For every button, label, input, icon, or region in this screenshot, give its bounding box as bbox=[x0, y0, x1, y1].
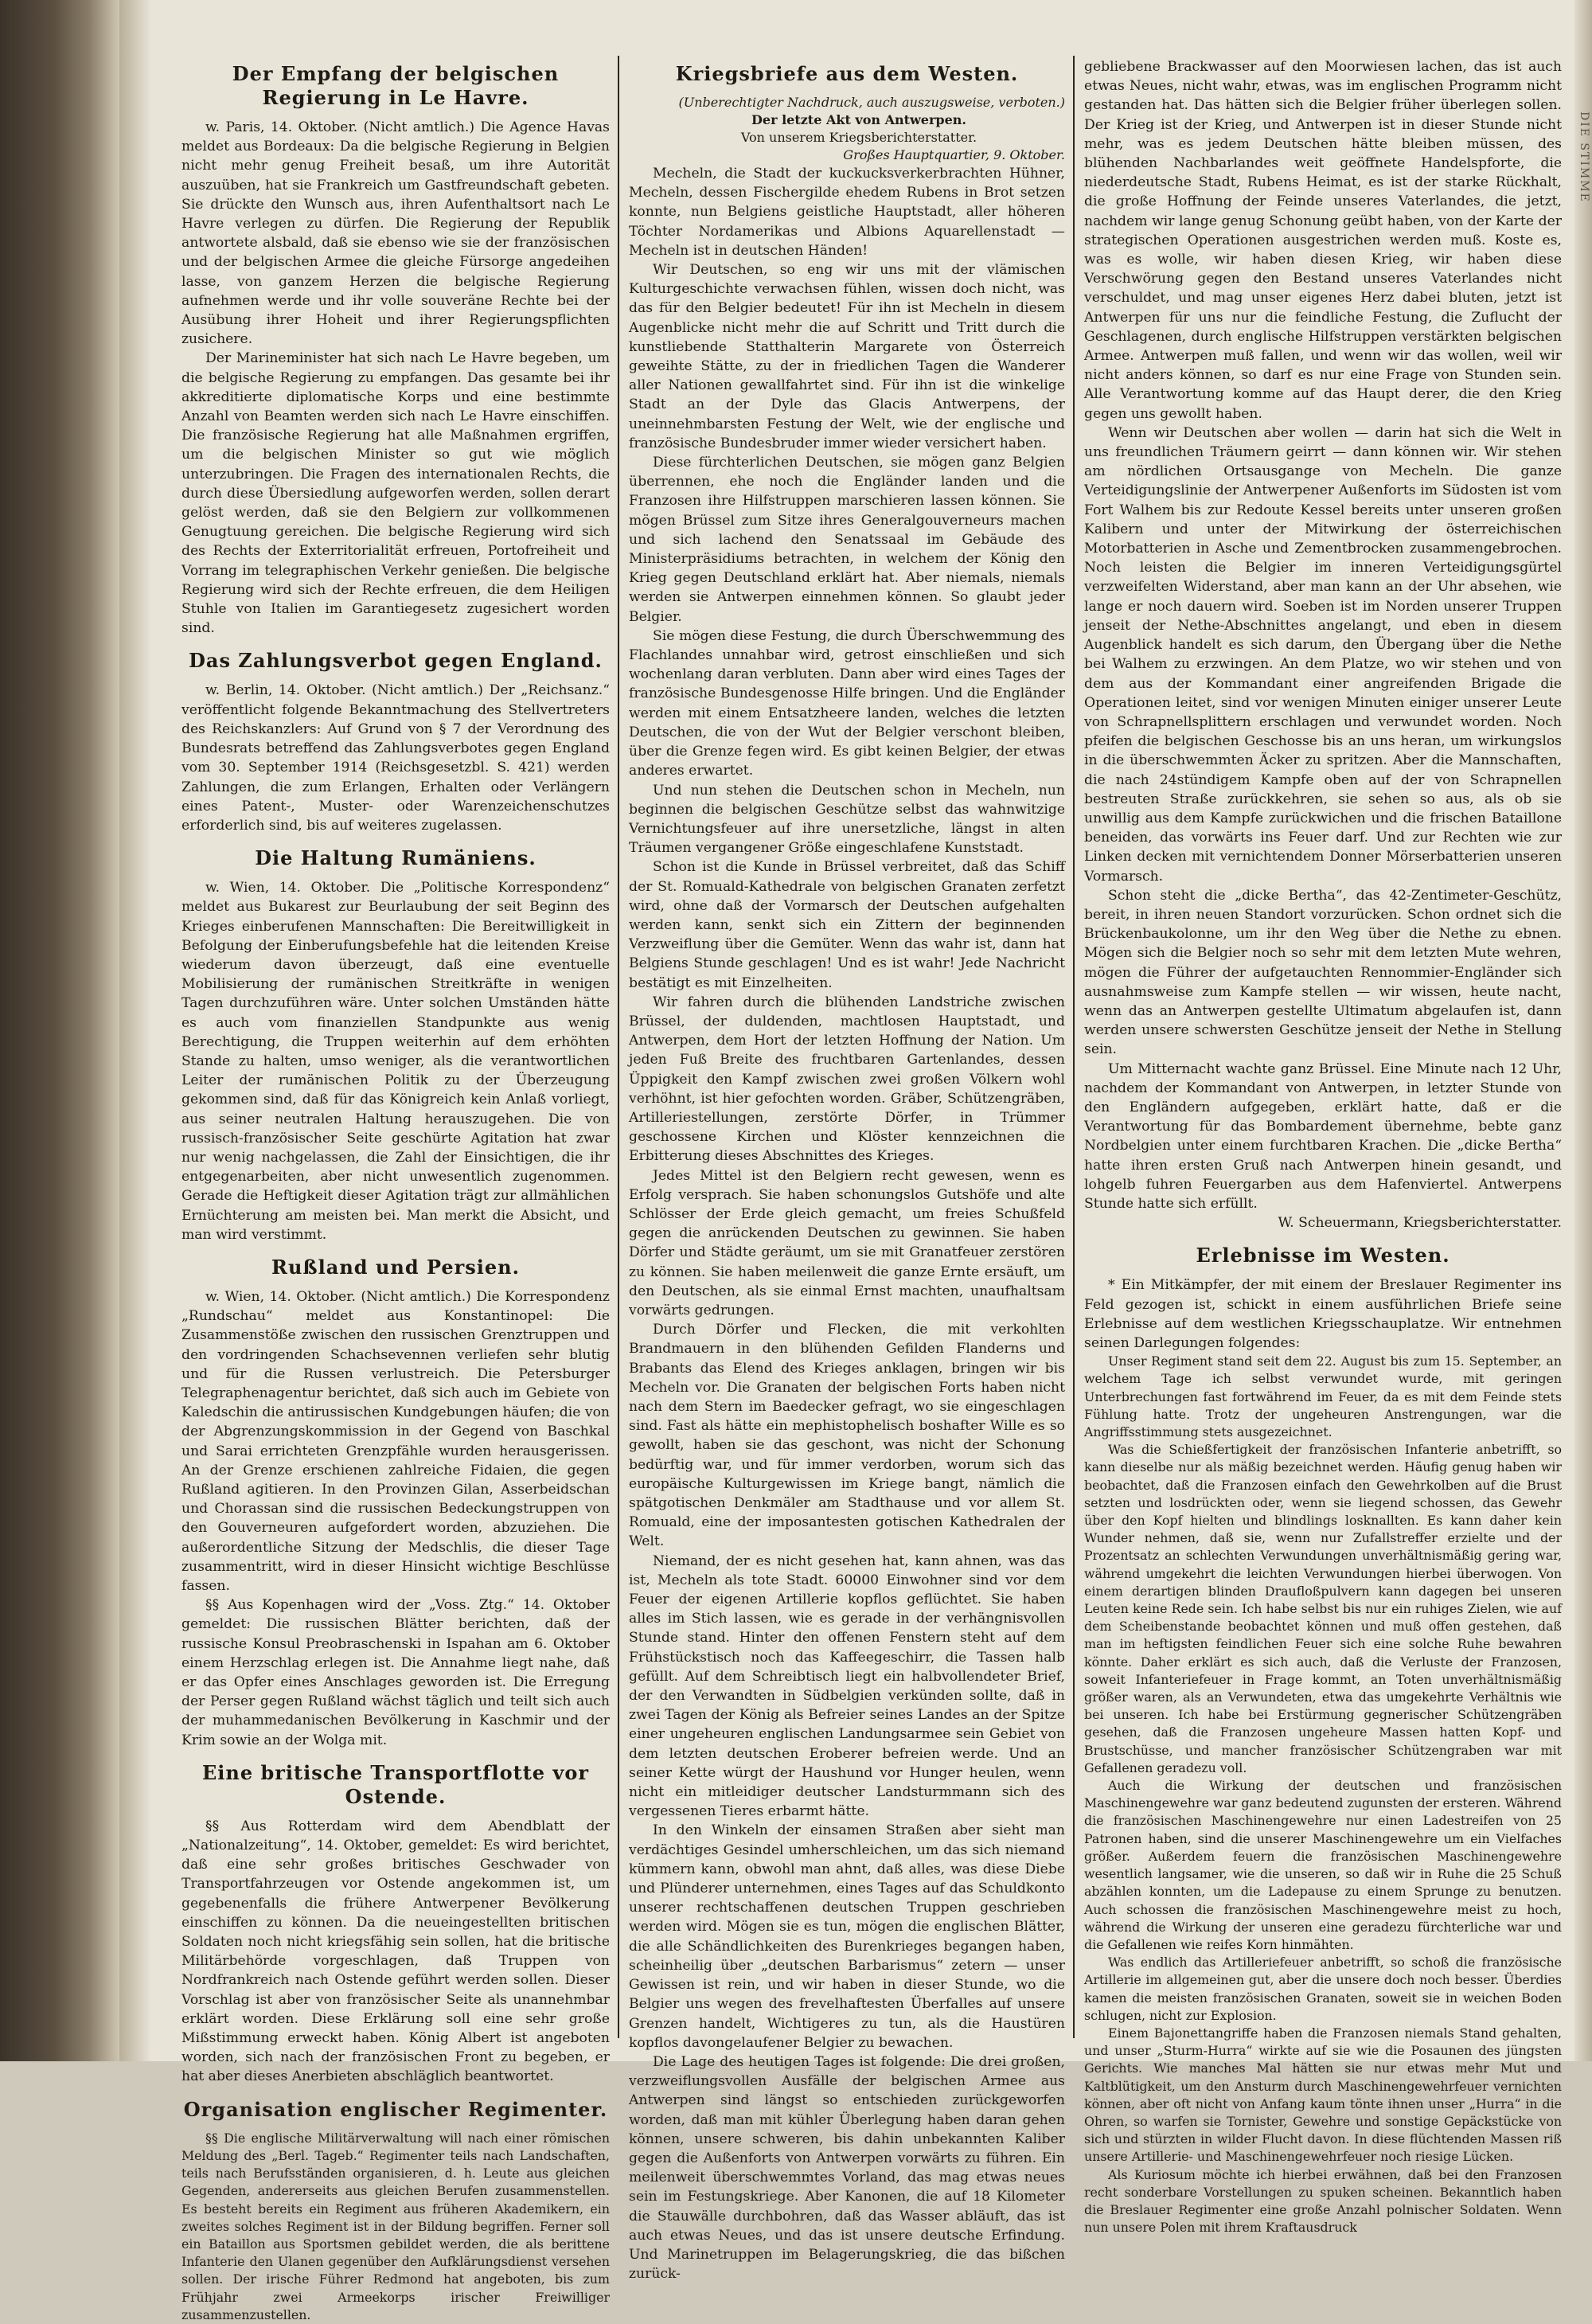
signature: W. Scheuermann, Kriegsberichterstatter. bbox=[1278, 1215, 1562, 1232]
article-paragraph: Wir fahren durch die blühenden Landstriche zwischen Brüssel, der duldenden, machtlosen Hauptstadt, und Antwerpen, dem Hort der letzten Hoffnung der Nation. Um jeden Fuß Breite des fruchtbaren Gartenlandes, dessen Üppigkeit den Kampf zwischen zwei großen Völkern wohl verhöhnt, ist hier gefochten worden. Gräber, Schützengräben, Artilleriestellungen, zerstörte Dörfer, in Trümmer geschossene Kirchen und Klöster kennzeichnen die Erbitterung dieses Abschnittes des Krieges. bbox=[629, 994, 1065, 1165]
article-paragraph: Als Kuriosum möchte ich hierbei erwähnen, daß bei den Franzosen recht sonderbare Vorstellungen zu spuken scheinen. Bekanntlich haben die Breslauer Regimenter eine große Anzahl polnischer Soldaten. Wenn nun unsere Polen mit ihrem Kraftausdruck bbox=[1084, 2166, 1562, 2236]
article-title: Der Empfang der belgischen Regierung in Le Havre. bbox=[232, 62, 560, 109]
article-paragraph: Sie mögen diese Festung, die durch Überschwemmung des Flachlandes unnahbar wird, getrost einschließen und sich wochenlang daran verbluten. Dann aber wird eines Tages der französische Bundesgenosse Hilfe bringen. Und die Engländer werden mit einem Entsatzheere landen, welches die letzten Deutschen, die von der Wut der Belgier verschont bleiben, über die Grenze fegen wird. Es gibt keinen Belgier, der etwas anderes erwartet. bbox=[629, 627, 1065, 779]
article-paragraph: w. Paris, 14. Oktober. (Nicht amtlich.) Die Agence Havas meldet aus Bordeaux: Da die belgische Regierung in Belgien nicht mehr genug Freiheit besaß, um ihre Autorität auszuüben, hat sie Frankreich um Gastfreundschaft gebeten. Sie drückte den Wunsch aus, ihren Aufenthaltsort nach Le Havre verlegen zu dürfen. Die Regierung der Republik antwortete alsbald, daß sie ebenso wie sie der französischen und der belgischen Armee die gleiche Fürsorge angedeihen lasse, von ganzem Herzen die belgische Regierung aufnehmen werde und ihr volle souveräne Rechte bei der Ausübung ihrer Hoheit und ihrer Regierungspflichten zusichere. bbox=[181, 119, 610, 348]
article-paragraph: Und nun stehen die Deutschen schon in Mecheln, nun beginnen die belgischen Geschütze selbst das wahnwitzige Vernichtungsfeuer auf ihre unersetzliche, längst in alten Träumen vergangener Größe eingeschlafene Kunststadt. bbox=[629, 782, 1065, 857]
article-paragraph: Diese fürchterlichen Deutschen, sie mögen ganz Belgien überrennen, ehe noch die Engländer landen und die Franzosen ihre Hilfstruppen marschieren lassen können. Sie mögen Brüssel zum Sitze ihres Generalgouverneurs machen und sich lachend den Senatssaal im Gebäude des Ministerpräsidiums betrachten, in welchem der König den Krieg gegen Deutschland erklärt hat. Aber niemals, niemals werden sie Antwerpen einnehmen können. So glaubt jeder Belgier. bbox=[629, 455, 1065, 625]
article-russia-persia bbox=[181, 1256, 610, 1750]
article-ostende-fleet bbox=[181, 1761, 610, 2087]
article-paragraph: w. Berlin, 14. Oktober. (Nicht amtlich.) Der „Reichsanz.“ veröffentlicht folgende Bekanntmachung des Stellvertreters des Reichskanzlers: Auf Grund von § 7 der Verordnung des Bundesrats betreffend das Zahlungsverbotes gegen England vom 30. September 1914 (Reichsgesetzbl. S. 421) werden Zahlungen, die zum Erlangen, Erhalten oder Verlängern eines Patent-, Muster- oder Warenzeichenschutzes erforderlich sind, bis auf weiteres zugelassen. bbox=[181, 682, 610, 834]
article-paragraph: Einem Bajonettangriffe haben die Franzosen niemals Stand gehalten, und unser „Sturm-Hurra“ wirkte auf sie wie die Posaunen des jüngsten Gerichts. Wie manches Mal hätten sie nur etwas mehr Mut und Kaltblütigkeit, um den Ansturm durch Maschinengewehrfeuer vernichten können, aber oft nicht von Anfang kaum tönte ihnen unser „Hurra“ in die Ohren, so warfen sie Tornister, Gewehre und sonstige Gepäckstücke von sich und stürzten in wilder Flucht davon. In diese flüchtenden Massen riß unsere Artillerie- und Maschinengewehrfeuer noch riesige Lücken. bbox=[1084, 2025, 1562, 2165]
article-paragraph: Jedes Mittel ist den Belgiern recht gewesen, wenn es Erfolg versprach. Sie haben schonungslos Gutshöfe und alte Schlösser der Erde gleich gemacht, um freies Schußfeld gegen die anrückenden Deutschen zu gewinnen. Sie haben Dörfer und Städte geräumt, um sie mit Granatfeuer zerstören zu können. Sie haben meilenweit die ganze Ernte ersäuft, um den Deutschen, als sie einmal Ernst machten, unaufhaltsam vorwärts gedrungen. bbox=[629, 1167, 1065, 1318]
byline: Von unserem Kriegsberichterstatter. bbox=[740, 130, 977, 145]
book-binding bbox=[0, 0, 119, 2061]
article-paragraph: In den Winkeln der einsamen Straßen aber sieht man verdächtiges Gesindel umherschleichen, um das sich niemand kümmern kann, obwohl man ahnt, daß alles, was diese Diebe und Plünderer unternehmen, eines Tages auf das Schuldkonto unserer rechtschaffenen deutschen Truppen geschrieben werden wird. Mögen sie es tun, mögen die englischen Blätter, die alle Schändlichkeiten des Burenkrieges begangen haben, scheinheilig über „deutschen Barbarismus“ zetern — unser Gewissen ist rein, und wir haben in dieser Stunde, wo die Belgier uns wegen des frevelhaftesten Überfalles auf unsere Grenzen handelt, Wichtigeres zu tun, als die Haustüren kopflos davongelaufener Belgier zu bewachen. bbox=[629, 1822, 1065, 2051]
article-paragraph: Durch Dörfer und Flecken, die mit verkohlten Brandmauern in den blühenden Gefilden Flanderns und Brabants das Elend des Krieges anklagen, bringen wir bis Mecheln vor. Die Granaten der belgischen Forts haben nicht nach dem Stern im Baedecker gefragt, wo sie eingeschlagen sind. Fast als hätte ein mephistophelisch boshafter Wille es so gewollt, haben sie das geschont, was nicht der Schonung bedürftig war, und für immer verdorben, worum sich das europäische Kulturgewissen im Kriege bangt, nämlich die spätgotischen Denkmäler am Stadthause und vor allem St. Romuald, eine der imposantesten gotischen Kathedralen der Welt. bbox=[629, 1322, 1065, 1550]
article-paragraph: Der Marineminister hat sich nach Le Havre begeben, um die belgische Regierung zu empfangen. Das gesamte bei ihr akkreditierte diplomatische Korps und eine bestimmte Anzahl von Beamten werden sich nach Le Havre einschiffen. Die französische Regierung hat alle Maßnahmen ergriffen, um die belgischen Minister so gut wie möglich unterzubringen. Die Fragen des internationalen Rechts, die durch diese Übersiedlung aufgeworfen werden, sollen derart gelöst werden, daß sie den Belgiern zur vollkommenen Genugtuung gereichen. Die belgische Regierung wird sich des Rechts der Exterritorialität erfreuen, Portofreiheit und Vorrang im telegraphischen Verkehr genießen. Die belgische Regierung wird sich der Rechte erfreuen, die dem Heiligen Stuhle von Italien im Garantiegesetz zugesichert worden sind. bbox=[181, 350, 610, 637]
article-paragraph: Was die Schießfertigkeit der französischen Infanterie anbetrifft, so kann dieselbe nur als mäßig bezeichnet werden. Häufig genug haben wir beobachtet, daß die Franzosen einfach den Gewehrkolben auf die Brust setzten und losdrückten oder, wenn sie liegend schossen, das Gewehr über den Kopf hielten und blindlings losknallten. Es kann daher kein Wunder nehmen, daß sie, wenn nur Zufallstreffer erzielte und der Prozentsatz an schlechten Verwundungen unverhältnismäßig gering war, während umgekehrt die leichten Verwundungen hierbei überwogen. Von einem derartigen blinden Draufloßpulvern kann dagegen bei unseren Leuten keine Rede sein. Ich habe selbst bis nur ein ruhiges Zielen, wie auf dem Scheibenstande beobachtet können und muß offen gestehen, daß man im heftigsten feindlichen Feuer sich eine solche Ruhe bewahren könnte. Daher erklärt es sich auch, daß die Verluste der Franzosen, soweit Infanteriefeuer in Frage kommt, an Toten unverhältnismäßig größer waren, als an Verwundeten, etwa das umgekehrte Verhältnis wie bei unseren. Ich habe bei Erstürmung gegnerischer Schützengräben gesehen, daß die Franzosen ungeheure Massen hatten Kopf- und Brustschüsse, und mancher französischer Schützengraben war mit Gefallenen geradezu voll. bbox=[1084, 1442, 1562, 1775]
article-experiences-west bbox=[1084, 1244, 1562, 2236]
article-paragraph: §§ Die englische Militärverwaltung will nach einer römischen Meldung des „Berl. Tageb.“ Regimenter teils nach Landschaften, teils nach Berufsständen organisieren, d. h. Leute aus gleichen Gegenden, andererseits aus gleichen Berufen zusammenstellen. Es besteht bereits ein Regiment aus früheren Akademikern, ein zweites solches Regiment ist in der Bildung begriffen. Ferner soll ein Bataillon aus Sportsmen gebildet werden, die als berittene Infanterie den Ulanen gegenüber den Aufklärungsdienst versehen sollen. Der irische Führer Redmond hat angeboten, bis zum Frühjahr zwei Armeekorps irischer Freiwilliger zusammenzustellen. bbox=[181, 2130, 610, 2322]
article-paragraph: Um Mitternacht wachte ganz Brüssel. Eine Minute nach 12 Uhr, nachdem der Kommandant von Antwerpen, in letzter Stunde von den Engländern aufgegeben, erklärt hatte, daß er die Verantwortung für das Bombardement übernehme, bebte ganz Nordbelgien unter einem furchtbaren Krachen. Die „dicke Bertha“ hatte ihren ersten Gruß nach Antwerpen hinein gesandt, und lohgelb fuhren Feuergarben aus dem Hafenviertel. Antwerpens Stunde hatte sich erfüllt. bbox=[1084, 1060, 1562, 1212]
column-1 bbox=[181, 57, 610, 2322]
article-paragraph: Die Lage des heutigen Tages ist folgende: Die drei großen, verzweiflungsvollen Ausfälle der belgischen Armee aus Antwerpen sind längst so entschieden zurückgeworfen worden, daß man mit kühler Überlegung haben daran gehen können, unsere schweren, bis dahin unbekannten Kaliber gegen die Außenforts von Antwerpen vorwärts zu führen. Ein meilenweit überschwemmtes Vorland, das mag etwas neues sein im Festungskriege. Aber Kanonen, die auf 18 Kilometer die Stauwälle durchbohren, daß das Wasser abläuft, das ist auch etwas Neues, und das ist unsere deutsche Erfindung. Und Marinetruppen im Belagerungskrieg, die das bißchen zurück- bbox=[629, 2053, 1065, 2283]
column-rule-2 bbox=[1073, 56, 1075, 2038]
reprint-note: (Unberechtigter Nachdruck, auch auszugsweise, verboten.) bbox=[678, 95, 1065, 110]
article-title: Erlebnisse im Westen. bbox=[1196, 1244, 1450, 1267]
article-payment-ban bbox=[181, 649, 610, 835]
article-paragraph: * Ein Mitkämpfer, der mit einem der Breslauer Regimenter ins Feld gezogen ist, schickt in einem ausführlichen Briefe seine Erlebnisse auf dem westlichen Kriegsschauplatze. Wir entnehmen seinen Darlegungen folgendes: bbox=[1084, 1277, 1562, 1351]
article-romania bbox=[181, 846, 610, 1244]
article-paragraph: w. Wien, 14. Oktober. (Nicht amtlich.) Die Korrespondenz „Rundschau“ meldet aus Konstantinopel: Die Zusammenstöße zwischen den russischen Grenztruppen und den vordringenden Schachsevennen verliefen sehr blutig und für die Russen verlustreich. Die Petersburger Telegraphenagentur berichtet, daß sich auch im Gebiete von Kaledschin die antirussischen Kundgebungen häufen; die von der Abgrenzungskommission in der Gegend von Baschkal und Sarai errichteten Grenzpfähle wurden herausgerissen. An der Grenze erschienen zahlreiche Fidaien, die gegen Rußland agitieren. In den Provinzen Gilan, Asserbeidschan und Chorassan sind die russischen Bedeckungstruppen von den Gouverneuren aufgefordert worden, abzuziehen. Die außerordentliche Sitzung der Medschlis, die dieser Tage zusammentritt, wird in dieser Hinsicht wichtige Beschlüsse fassen. bbox=[181, 1288, 610, 1595]
article-paragraph: Unser Regiment stand seit dem 22. August bis zum 15. September, an welchem Tage ich selbst verwundet wurde, mit geringen Unterbrechungen fast fortwährend im Feuer, da es mit dem Feinde stets Fühlung hatte. Trotz der ungeheuren Anstrengungen, war die Angriffsstimmung stets ausgezeichnet. bbox=[1084, 1353, 1562, 1440]
article-paragraph: Schon steht die „dicke Bertha“, das 42-Zentimeter-Geschütz, bereit, in ihren neuen Standort vorzurücken. Schon ordnet sich die Brückenbaukolonne, um ihr den Weg über die Nethe zu ebnen. Mögen sich die Belgier noch so sehr mit dem letzten Mute wehren, mögen die Führer der aufgetauchten Rennommier-Engländer sich ausnahmsweise zum Kampfe stellen — wir wissen, heute nacht, wenn das an Antwerpen gestellte Ultimatum abgelaufen ist, dann werden unsere schwersten Geschütze jenseit der Nethe in Stellung sein. bbox=[1084, 887, 1562, 1058]
article-belgian-government bbox=[181, 62, 610, 638]
article-paragraph: Wir Deutschen, so eng wir uns mit der vlämischen Kulturgeschichte verwachsen fühlen, wissen doch nicht, was das für den Belgier bedeutet! Für ihn ist Mecheln in diesem Augenblicke nicht mehr die auf Schritt und Tritt durch die kunstliebende Statthalterin Margarete von Österreich geweihte Stätte, zu der in friedlichen Tagen die Wanderer aller Nationen gewallfahrtet sind. Für ihn ist die winkelige Stadt an der Dyle das Glacis Antwerpens, der uneinnehmbarsten Festung der Welt, wie der englische und französische Bundesbruder immer wieder versichert haben. bbox=[629, 262, 1065, 451]
article-paragraph: Schon ist die Kunde in Brüssel verbreitet, daß das Schiff der St. Romuald-Kathedrale von belgischen Granaten zerfetzt wird, ohne daß der Vormarsch der Deutschen aufgehalten werden kann, senkt sich ein Zittern der beginnenden Verzweiflung über die Gemüter. Wenn das wahr ist, dann hat Belgiens Stunde geschlagen! Und es ist wahr! Jede Nachricht bestätigt es mit Einzelheiten. bbox=[629, 859, 1065, 991]
article-english-regiments bbox=[181, 2098, 610, 2324]
column-3 bbox=[1084, 57, 1563, 2236]
article-paragraph: §§ Aus Rotterdam wird dem Abendblatt der „Nationalzeitung“, 14. Oktober, gemeldet: Es wird berichtet, daß eine sehr großes britisches Geschwader von Transportfahrzeugen vor Ostende angekommen ist, um gegebenenfalls die frühere Antwerpener Bevölkerung einschiffen zu können. Da die neueingestellten britischen Soldaten noch nicht kriegsfähig sein sollen, hat die britische Militärbehörde vorgeschlagen, daß Truppen von Nordfrankreich nach Ostende geführt werden sollen. Dieser Vorschlag ist aber von französischer Seite als unannehmbar erklärt worden. Diese Erklärung soll eine sehr große Mißstimmung erweckt haben. König Albert ist angeboten worden, sich nach der französischen Front zu begeben, er hat aber dieses Anerbieten abschläglich beantwortet. bbox=[181, 1818, 610, 2085]
article-paragraph: gebliebene Brackwasser auf den Moorwiesen lachen, das ist auch etwas Neues, nicht wahr, etwas, was im englischen Programm nicht gestanden hat. Das hätten sich die Belgier früher überlegen sollen. Der Krieg ist der Krieg, und Antwerpen ist in dieser Stunde nicht mehr, was es jedem Deutschen hätte bleiben müssen, des blühenden Nachbarlandes weit geöffnete Handelspforte, die niederdeutsche Stadt, Rubens Heimat, es ist der starke Rückhalt, die große Hoffnung der Feinde unseres Vaterlandes, die jetzt, nachdem wir lange genug Schonung geübt haben, von der Karte der strategischen Operationen ausgestrichen werden muß. Koste es, was es wolle, wir haben diesen Krieg, wir haben diese Verschwörung gegen den Bestand unseres Vaterlandes nicht verschuldet, und mag unser eigenes Herz dabei bluten, jetzt ist Antwerpen für uns nur die feindliche Festung, die Zuflucht der Geschlagenen, durch englische Hilfstruppen verstärkten belgischen Armee. Antwerpen muß fallen, und wenn wir das wollen, weil wir nicht anders können, so darf es nur eine Frage von Stunden sein. Alle Verantwortung komme auf das Haupt derer, die den Krieg gegen uns gewollt haben. bbox=[1084, 59, 1562, 422]
article-paragraph: Auch die Wirkung der deutschen und französischen Maschinengewehre war ganz bedeutend zugunsten der ersteren. Während die französischen Maschinengewehre nur einen Ladestreifen von 25 Patronen haben, sind die unserer Maschinengewehre um ein Vielfaches größer. Außerdem feuern die französischen Maschinengewehre wesentlich langsamer, wie die unseren, so daß wir in Ruhe die 25 Schuß abzählen konnten, um die Ladepause zu einem Sprunge zu benutzen. Auch schossen die französischen Maschinengewehre meist zu hoch, während die Wirkung der unseren eine geradezu fürchterliche war und die Gefallenen wie reifes Korn hinmähten. bbox=[1084, 1778, 1563, 1952]
dateline: Großes Hauptquartier, 9. Oktober. bbox=[843, 147, 1065, 162]
article-title: Das Zahlungsverbot gegen England. bbox=[189, 649, 603, 673]
article-subtitle: Der letzte Akt von Antwerpen. bbox=[751, 112, 966, 127]
article-paragraph: w. Wien, 14. Oktober. Die „Politische Korrespondenz“ meldet aus Bukarest zur Beurlaubung der seit Beginn des Krieges einberufenen Mannschaften: Die Bereitwilligkeit in Befolgung der Einberufungsbefehle hat die leitenden Kreise wiederum davon überzeugt, daß eine eventuelle Mobilisierung der rumänischen Streitkräfte in wenigen Tagen durchzuführen wäre. Unter solchen Umständen hätte es auch vom finanziellen Standpunkte aus wenig Berechtigung, die Truppen weiterhin auf dem erhöhten Stande zu halten, umso weniger, als die verantwortlichen Leiter der rumänischen Politik zu der Überzeugung gekommen sind, daß für das Königreich kein Anlaß vorliegt, aus seiner neutralen Haltung herauszugehen. Die von russisch-französischer Seite geschürte Agitation hat zwar nur wenig nachgelassen, die Zahl der Einsichtigen, die ihr entgegenarbeiten, aber nicht unwesentlich zugenommen. Gerade die Heftigkeit dieser Agitation trägt zur allmählichen Ernüchterung am meisten bei. Man merkt die Absicht, und man wird verstimmt. bbox=[181, 880, 610, 1243]
right-edge-strip bbox=[1574, 0, 1592, 2061]
article-title: Die Haltung Rumäniens. bbox=[255, 846, 537, 870]
column-rule-1 bbox=[618, 56, 619, 2038]
article-paragraph: Niemand, der es nicht gesehen hat, kann ahnen, was das ist, Mecheln als tote Stadt. 60000 Einwohner sind vor dem Feuer der eigenen Artillerie kopflos geflüchtet. Sie haben alles im Stich lassen, wie es gerade in der verhängnisvollen Stunde stand. Hinter den offenen Fenstern steht auf dem Frühstückstisch noch das Kaffeegeschirr, die Tassen halb gefüllt. Auf dem Schreibtisch liegt ein halbvollendeter Brief, der den Verwandten in Südbelgien verkünden sollte, daß in zwei Tagen der König als Befreier seines Landes an der Spitze einer ungeheuren englischen Landungsarmee sein Gebiet von dem letzten deutschen Eroberer befreien werde. Und an seiner Kette würgt der Haushund vor Hunger heulen, wenn nicht ein mitleidiger deutscher Landsturmmann sich des vergessenen Tieres erbarmt hätte. bbox=[629, 1553, 1065, 1820]
article-title: Kriegsbriefe aus dem Westen. bbox=[675, 62, 1019, 85]
binding-shadow bbox=[119, 0, 151, 2061]
edge-text: DIE STIMME bbox=[1578, 111, 1590, 203]
article-paragraph: Was endlich das Artilleriefeuer anbetrifft, so schoß die französische Artillerie im allgemeinen gut, aber die unsere doch noch besser. Überdies kamen die meisten französischen Granaten, soweit sie in weichen Boden schlugen, nicht zur Explosion. bbox=[1084, 1955, 1562, 2023]
article-title: Eine britische Transportflotte vor Ostende. bbox=[201, 1760, 590, 1808]
article-paragraph: §§ Aus Kopenhagen wird der „Voss. Ztg.“ 14. Oktober gemeldet: Die russischen Blätter berichten, daß der russische Konsul Preobraschenski in Ispahan am 6. Oktober einem Herzschlag erlegen ist. Die Annahme liegt nahe, daß er das Opfer eines Anschlages geworden ist. Die Erregung der Perser gegen Rußland wächst täglich und teilt sich auch der muhammedanischen Bevölkerung in Kaschmir und der Krim sowie an der Wolga mit. bbox=[181, 1597, 610, 1748]
article-title: Rußland und Persien. bbox=[271, 1255, 520, 1279]
column-2 bbox=[629, 57, 1065, 2283]
article-paragraph: Wenn wir Deutschen aber wollen — darin hat sich die Welt in uns freundlichen Träumern geirrt — dann können wir. Wir stehen am nördlichen Ortsausgange von Mecheln. Die ganze Verteidigungslinie der Antwerpener Außenforts im Südosten ist vom Fort Walhem bis zur Redoute Kessel bereits unter unseren großen Kalibern und unter der Mitwirkung der österreichischen Motorbatterien in Asche und Zementbrocken zusammengebrochen. Noch leisten die Belgier im inneren Verteidigungsgürtel verzweifelten Widerstand, aber man kann an der Uhr absehen, wie lange er noch dauern wird. Soeben ist im Norden unserer Truppen jenseit der Nethe-Abschnittes angelangt, und eben in diesem Augenblick handelt es sich darum, den Übergang über die Nethe bei Walhem zu erzwingen. An dem Platze, wo wir stehen und von dem aus der Kommandant einer angreifenden Brigade die Operationen leitet, sind vor wenigen Minuten einiger unserer Leute von Schrapnellsplittern erschlagen und verwundet worden. Noch pfeifen die belgischen Geschosse bis an uns heran, um wirkungslos in die überschwemmten Äcker zu spritzen. Aber die Mannschaften, die nach 24stündigem Kampfe oben auf der von Schrapnellen bestreuten Straße zurückkehren, sie sehen so aus, als ob sie unwillig aus dem Kampfe zurückwichen und die frischen Bataillone beneiden, das vorwärts ins Feuer darf. Und zur Rechten wie zur Linken decken mit vernichtendem Donner Mörserbatterien unseren Vormarsch. bbox=[1084, 424, 1562, 885]
article-paragraph: Mecheln, die Stadt der kuckucksverkerbrachten Hühner, Mecheln, dessen Fischergilde ehedem Rubens in Brot setzen konnte, nun Belgiens geistliche Hauptstadt, aller höheren Töchter Nordamerikas und Albions Aquarellenstadt — Mecheln ist in deutschen Händen! bbox=[629, 166, 1065, 259]
article-title: Organisation englischer Regimenter. bbox=[183, 2097, 608, 2121]
